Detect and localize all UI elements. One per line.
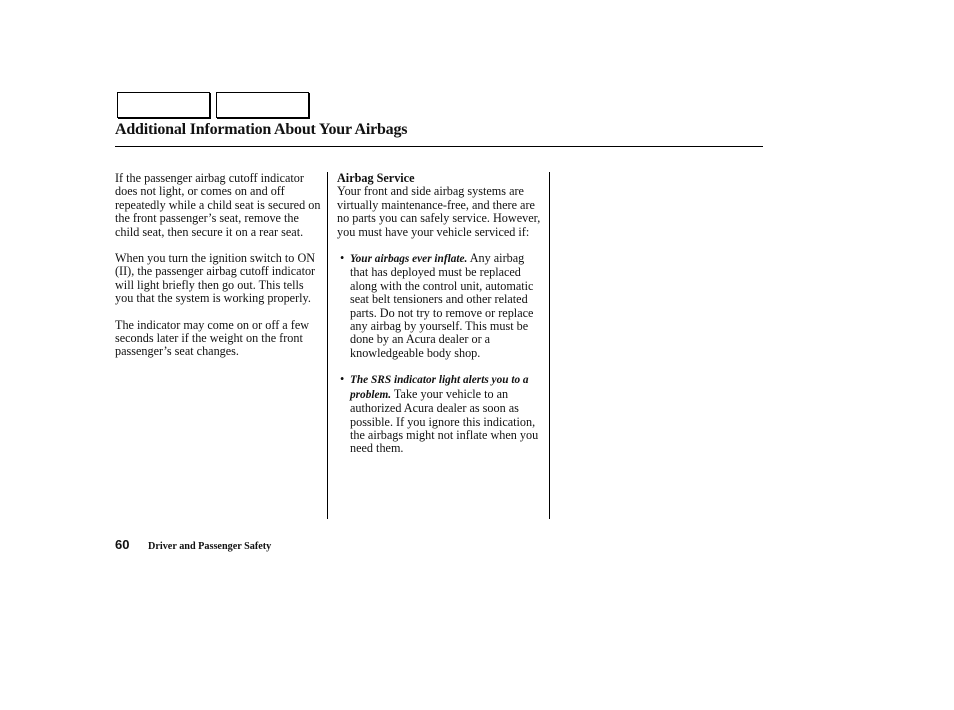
bullet-text: Any airbag that has deployed must be replaced along with the control unit, automatic seat belt tensioners and other related parts. Do not try to remove or replace any airbag by yourself. This must be done by an Acura dealer or a knowledgeable body shop. [350, 251, 534, 360]
left-column [115, 172, 323, 372]
list-item [337, 252, 541, 360]
list-item [337, 373, 541, 455]
column-divider [327, 172, 328, 519]
bullet-icon: • [340, 251, 345, 266]
intro-paragraph: Your front and side airbag systems are virtually maintenance-free, and there are no parts you can safely service. However, you must have your vehicle serviced if: [337, 184, 541, 239]
page-title: Additional Information About Your Airbags [115, 121, 408, 138]
bullet-lead: Your airbags ever inflate. [350, 253, 468, 266]
section-heading: Airbag Service [337, 171, 415, 185]
column-divider [549, 172, 550, 519]
bullet-text: Take your vehicle to an authorized Acura dealer as soon as possible. If you ignore this indication, the airbags might not inflate when you need them. [350, 386, 539, 456]
paragraph-weight-change: The indicator may come on or off a few seconds later if the weight on the front passenger’s seat changes. [115, 317, 310, 359]
next-page-button[interactable] [216, 92, 309, 118]
section-footer: Driver and Passenger Safety [148, 541, 272, 552]
bullet-icon: • [340, 372, 345, 387]
bullet-lead: The SRS indicator light alerts you to a problem. [350, 374, 529, 401]
page-number: 60 [115, 537, 130, 552]
title-divider [115, 146, 763, 147]
previous-page-button[interactable] [117, 92, 210, 118]
service-bullet-list [337, 252, 541, 456]
middle-column [337, 172, 541, 469]
paragraph-ignition: When you turn the ignition switch to ON (II), the passenger airbag cutoff indicator will light briefly then go out. This tells you that the system is working properly. [115, 251, 316, 306]
paragraph-cutoff-indicator: If the passenger airbag cutoff indicator does not light, or comes on and off repeatedly while a child seat is secured on the front passenger’s seat, remove the child seat, then secure it on a rear seat. [115, 171, 321, 239]
